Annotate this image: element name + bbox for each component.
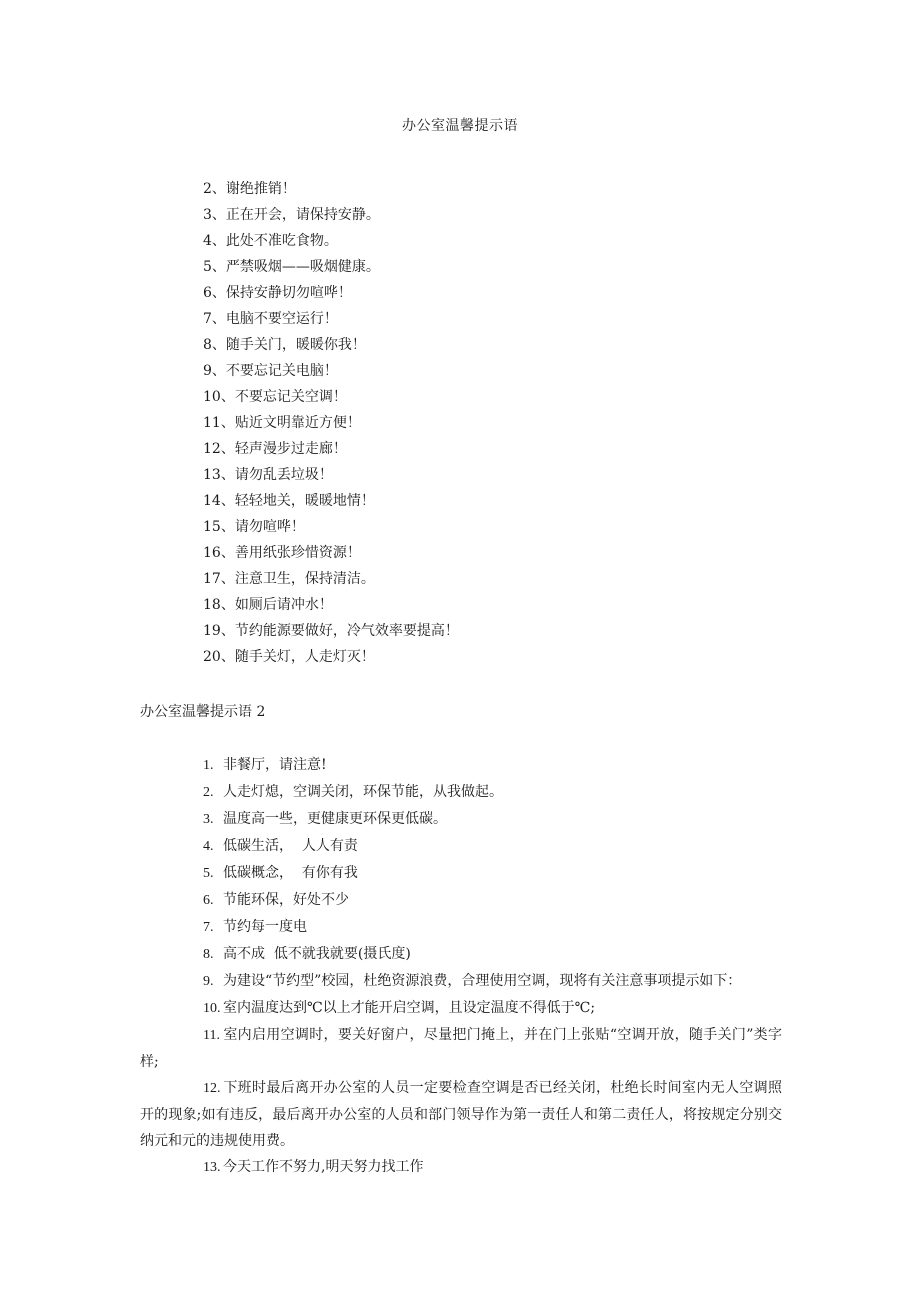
list-item: 20、随手关灯，人走灯灭！ xyxy=(203,649,375,665)
item-text: 高不成 低不就我就要(摄氏度) xyxy=(223,946,411,962)
section-2-title: 办公室温馨提示语 2 xyxy=(140,704,266,720)
list-item: 11、贴近文明靠近方便！ xyxy=(203,415,361,431)
item-number: 2. xyxy=(203,785,214,800)
list-item xyxy=(140,833,782,860)
list-item xyxy=(140,968,782,995)
list-item: 7、电脑不要空运行！ xyxy=(203,311,338,327)
item-text: 室内温度达到℃以上才能开启空调，且设定温度不得低于℃; xyxy=(223,1000,596,1016)
list-item: 16、善用纸张珍惜资源！ xyxy=(203,545,361,561)
item-number: 9. xyxy=(203,974,214,989)
list-item xyxy=(140,914,782,941)
item-text: 低碳概念， 有你有我 xyxy=(223,865,358,881)
list-item: 6、保持安静切勿喧哗！ xyxy=(203,285,352,301)
list-item: 15、请勿喧哗！ xyxy=(203,519,305,535)
list-item: 13、请勿乱丢垃圾！ xyxy=(203,467,333,483)
list-item: 2、谢绝推销！ xyxy=(203,181,296,197)
list-item xyxy=(140,887,782,914)
list-item: 3、正在开会，请保持安静。 xyxy=(203,207,380,223)
tips-list-1 xyxy=(203,179,459,673)
list-item xyxy=(140,1022,782,1075)
list-item: 12、轻声漫步过走廊！ xyxy=(203,441,347,457)
item-number: 11. xyxy=(203,1028,220,1043)
item-text: 节约每一度电 xyxy=(223,919,307,935)
list-item xyxy=(140,941,782,968)
item-text: 人走灯熄，空调关闭，环保节能，从我做起。 xyxy=(223,784,503,800)
document-title: 办公室温馨提示语 xyxy=(402,118,518,134)
item-number: 4. xyxy=(203,839,214,854)
list-item: 10、不要忘记关空调！ xyxy=(203,389,347,405)
list-item: 19、节约能源要做好，冷气效率要提高！ xyxy=(203,623,459,639)
list-item xyxy=(140,860,782,887)
list-item: 17、注意卫生，保持清洁。 xyxy=(203,571,375,587)
item-number: 5. xyxy=(203,866,214,881)
list-item: 18、如厕后请冲水！ xyxy=(203,597,333,613)
list-item: 8、随手关门，暖暖你我！ xyxy=(203,337,366,353)
item-text: 今天工作不努力,明天努力找工作 xyxy=(223,1159,424,1175)
list-item xyxy=(140,752,782,779)
list-item: 5、严禁吸烟——吸烟健康。 xyxy=(203,259,380,275)
item-text: 温度高一些，更健康更环保更低碳。 xyxy=(223,811,447,827)
list-item xyxy=(140,806,782,833)
list-item xyxy=(140,779,782,806)
item-number: 13. xyxy=(203,1160,221,1175)
item-text: 节能环保，好处不少 xyxy=(223,892,349,908)
list-item: 4、此处不准吃食物。 xyxy=(203,233,338,249)
item-number: 7. xyxy=(203,920,214,935)
list-item xyxy=(140,995,782,1022)
list-item: 14、轻轻地关，暖暖地情！ xyxy=(203,493,375,509)
item-text: 室内启用空调时，要关好窗户，尽量把门掩上，并在门上张贴“空调开放，随手关门”类字样; xyxy=(140,1027,782,1070)
item-number: 6. xyxy=(203,893,214,908)
item-number: 3. xyxy=(203,812,214,827)
item-text: 非餐厅，请注意! xyxy=(223,757,327,773)
tips-list-2 xyxy=(140,752,782,1181)
item-number: 10. xyxy=(203,1001,221,1016)
item-number: 8. xyxy=(203,947,214,962)
item-number: 12. xyxy=(203,1081,221,1096)
item-number: 1. xyxy=(203,758,214,773)
item-text: 低碳生活， 人人有责 xyxy=(223,838,358,854)
list-item xyxy=(140,1075,782,1154)
list-item: 9、不要忘记关电脑！ xyxy=(203,363,338,379)
item-text: 下班时最后离开办公室的人员一定要检查空调是否已经关闭，杜绝长时间室内无人空调照开的现象;如有违反，最后离开办公室的人员和部门领导作为第一责任人和第二责任人，将按规定分别交纳元和元的违规使用费。 xyxy=(140,1080,782,1149)
list-item xyxy=(140,1154,782,1181)
item-text: 为建设“节约型”校园，杜绝资源浪费，合理使用空调，现将有关注意事项提示如下： xyxy=(223,973,742,989)
